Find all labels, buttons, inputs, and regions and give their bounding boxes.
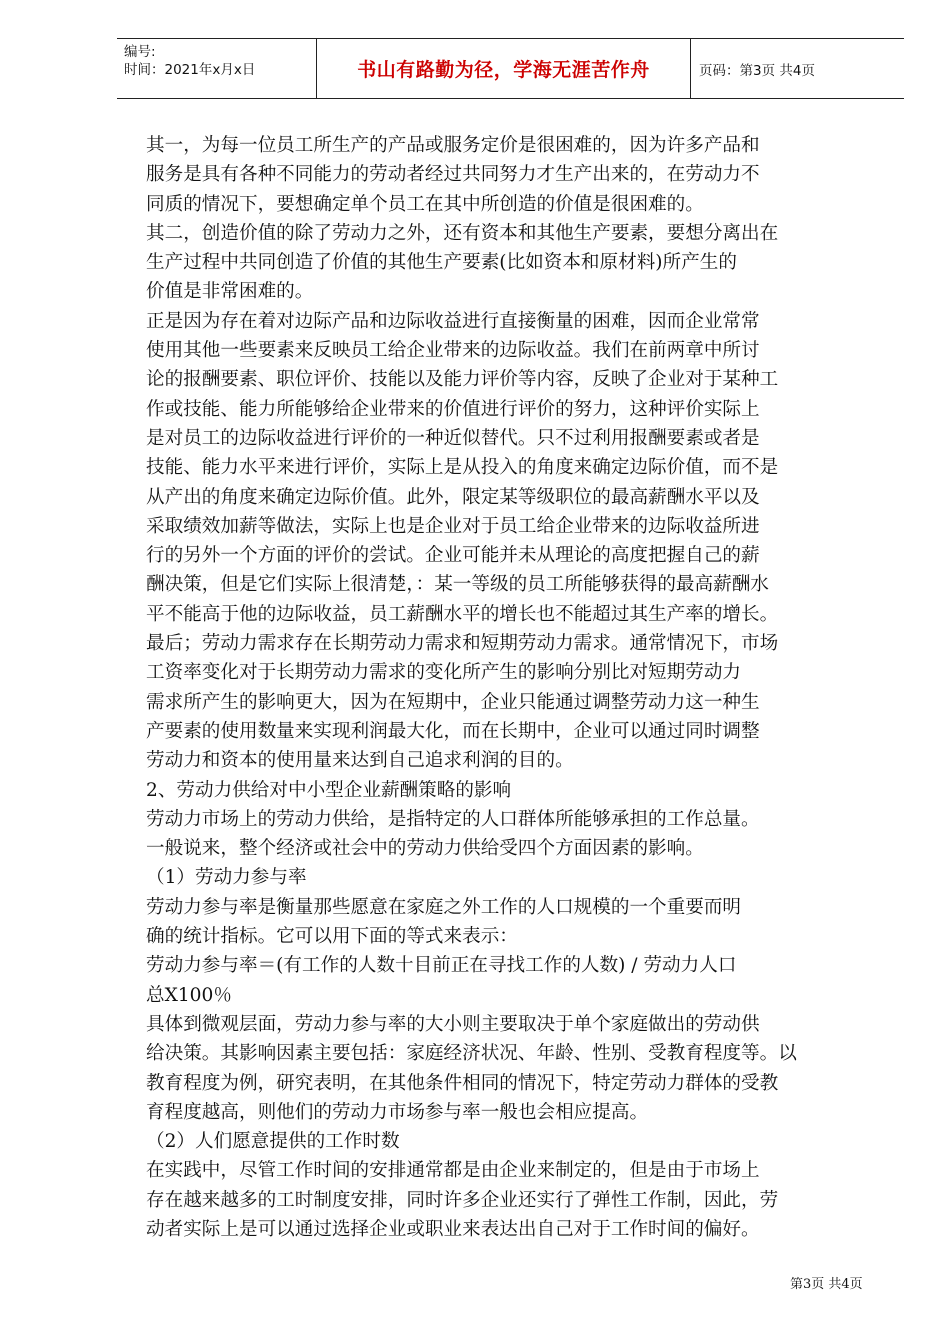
body-text-line: 生产过程中共同创造了价值的其他生产要素(比如资本和原材料)所产生的 — [146, 252, 737, 274]
body-text-line: 服务是具有各种不同能力的劳动者经过共同努力才生产出来的，在劳动力不 — [146, 164, 760, 186]
body-text-line: 采取绩效加薪等做法，实际上也是企业对于员工给企业带来的边际收益所进 — [146, 515, 760, 537]
body-text-line: 作或技能、能力所能够给企业带来的价值进行评价的努力，这种评价实际上 — [146, 398, 760, 420]
page-header — [117, 38, 904, 99]
body-text-line: 其一，为每一位员工所生产的产品或服务定价是很困难的，因为许多产品和 — [146, 135, 760, 156]
body-text-line: 正是因为存在着对边际产品和边际收益进行直接衡量的困难，因而企业常常 — [146, 310, 760, 332]
body-text-line: （2）人们愿意提供的工作时数 — [146, 1131, 400, 1153]
body-text-line: 需求所产生的影响更大，因为在短期中，企业只能通过调整劳动力这一种生 — [146, 691, 760, 713]
number-label: 编号: — [124, 44, 156, 60]
document-body — [146, 131, 886, 1244]
body-text-line: 存在越来越多的工时制度安排，同时许多企业还实行了弹性工作制，因此，劳 — [146, 1189, 779, 1211]
body-text-line: 劳动力和资本的使用量来达到自己追求利润的目的。 — [146, 750, 574, 772]
body-text-line: 劳动力参与率是衡量那些愿意在家庭之外工作的人口规模的一个重要而明 — [146, 896, 742, 918]
body-text-line: 从产出的角度来确定边际价值。此外，限定某等级职位的最高薪酬水平以及 — [146, 486, 760, 508]
body-text-line: 行的另外一个方面的评价的尝试。企业可能并未从理论的高度把握自己的薪 — [146, 545, 760, 567]
body-text-line: 给决策。其影响因素主要包括：家庭经济状况、年龄、性别、受教育程度等。以 — [146, 1043, 797, 1065]
body-text-line: 工资率变化对于长期劳动力需求的变化所产生的影响分别比对短期劳动力 — [146, 662, 742, 684]
body-text-line: 总X100％ — [146, 984, 232, 1006]
header-page-cell — [691, 39, 904, 98]
body-text-line: 酬决策，但是它们实际上很清楚，：某一等级的员工所能够获得的最高薪酬水 — [146, 574, 769, 596]
body-text-line: 最后；劳动力需求存在长期劳动力需求和短期劳动力需求。通常情况下，市场 — [146, 633, 779, 655]
body-text-line: 价值是非常困难的。 — [146, 281, 314, 303]
body-text-line: 教育程度为例，研究表明，在其他条件相同的情况下，特定劳动力群体的受教 — [146, 1072, 779, 1094]
page-label: 页码：第3页 共4页 — [699, 62, 815, 79]
body-text-line: 一般说来，整个经济或社会中的劳动力供给受四个方面因素的影响。 — [146, 838, 704, 860]
body-text-line: 劳动力参与率＝(有工作的人数十目前正在寻找工作的人数) / 劳动力人口 — [146, 955, 737, 977]
time-label: 时间：2021年x月x日 — [124, 62, 256, 78]
body-text-line: 2、劳动力供给对中小型企业薪酬策略的影响 — [146, 779, 512, 801]
body-text-line: 同质的情况下，要想确定单个员工在其中所创造的价值是很困难的。 — [146, 193, 704, 215]
body-text-line: 具体到微观层面，劳动力参与率的大小则主要取决于单个家庭做出的劳动供 — [146, 1013, 760, 1035]
footer-page-number: 第3页 共4页 — [790, 1277, 863, 1292]
body-text-line: 是对员工的边际收益进行评价的一种近似替代。只不过利用报酬要素或者是 — [146, 427, 760, 449]
body-text-line: 使用其他一些要素来反映员工给企业带来的边际收益。我们在前两章中所讨 — [146, 340, 760, 362]
body-text-line: 劳动力市场上的劳动力供给，是指特定的人口群体所能够承担的工作总量。 — [146, 808, 760, 830]
body-text-line: （1）劳动力参与率 — [146, 867, 307, 889]
body-text-line: 论的报酬要素、职位评价、技能以及能力评价等内容，反映了企业对于某种工 — [146, 369, 779, 391]
body-text-line: 平不能高于他的边际收益，员工薪酬水平的增长也不能超过其生产率的增长。 — [146, 603, 779, 625]
page-footer — [790, 1273, 863, 1292]
header-meta-cell — [117, 39, 317, 98]
body-text-line: 确的统计指标。它可以用下面的等式来表示： — [146, 926, 518, 948]
body-text-line: 在实践中，尽管工作时间的安排通常都是由企业来制定的，但是由于市场上 — [146, 1160, 760, 1182]
body-text-line: 育程度越高，则他们的劳动力市场参与率一般也会相应提高。 — [146, 1101, 649, 1123]
body-text-line: 其二，创造价值的除了劳动力之外，还有资本和其他生产要素，要想分离出在 — [146, 222, 779, 244]
header-motto-cell — [317, 39, 691, 98]
body-text-line: 动者实际上是可以通过选择企业或职业来表达出自己对于工作时间的偏好。 — [146, 1218, 760, 1240]
body-text-line: 产要素的使用数量来实现利润最大化，而在长期中，企业可以通过同时调整 — [146, 720, 760, 742]
motto-text: 书山有路勤为径，学海无涯苦作舟 — [357, 59, 650, 81]
body-text-line: 技能、能力水平来进行评价，实际上是从投入的角度来确定边际价值，而不是 — [146, 457, 779, 479]
